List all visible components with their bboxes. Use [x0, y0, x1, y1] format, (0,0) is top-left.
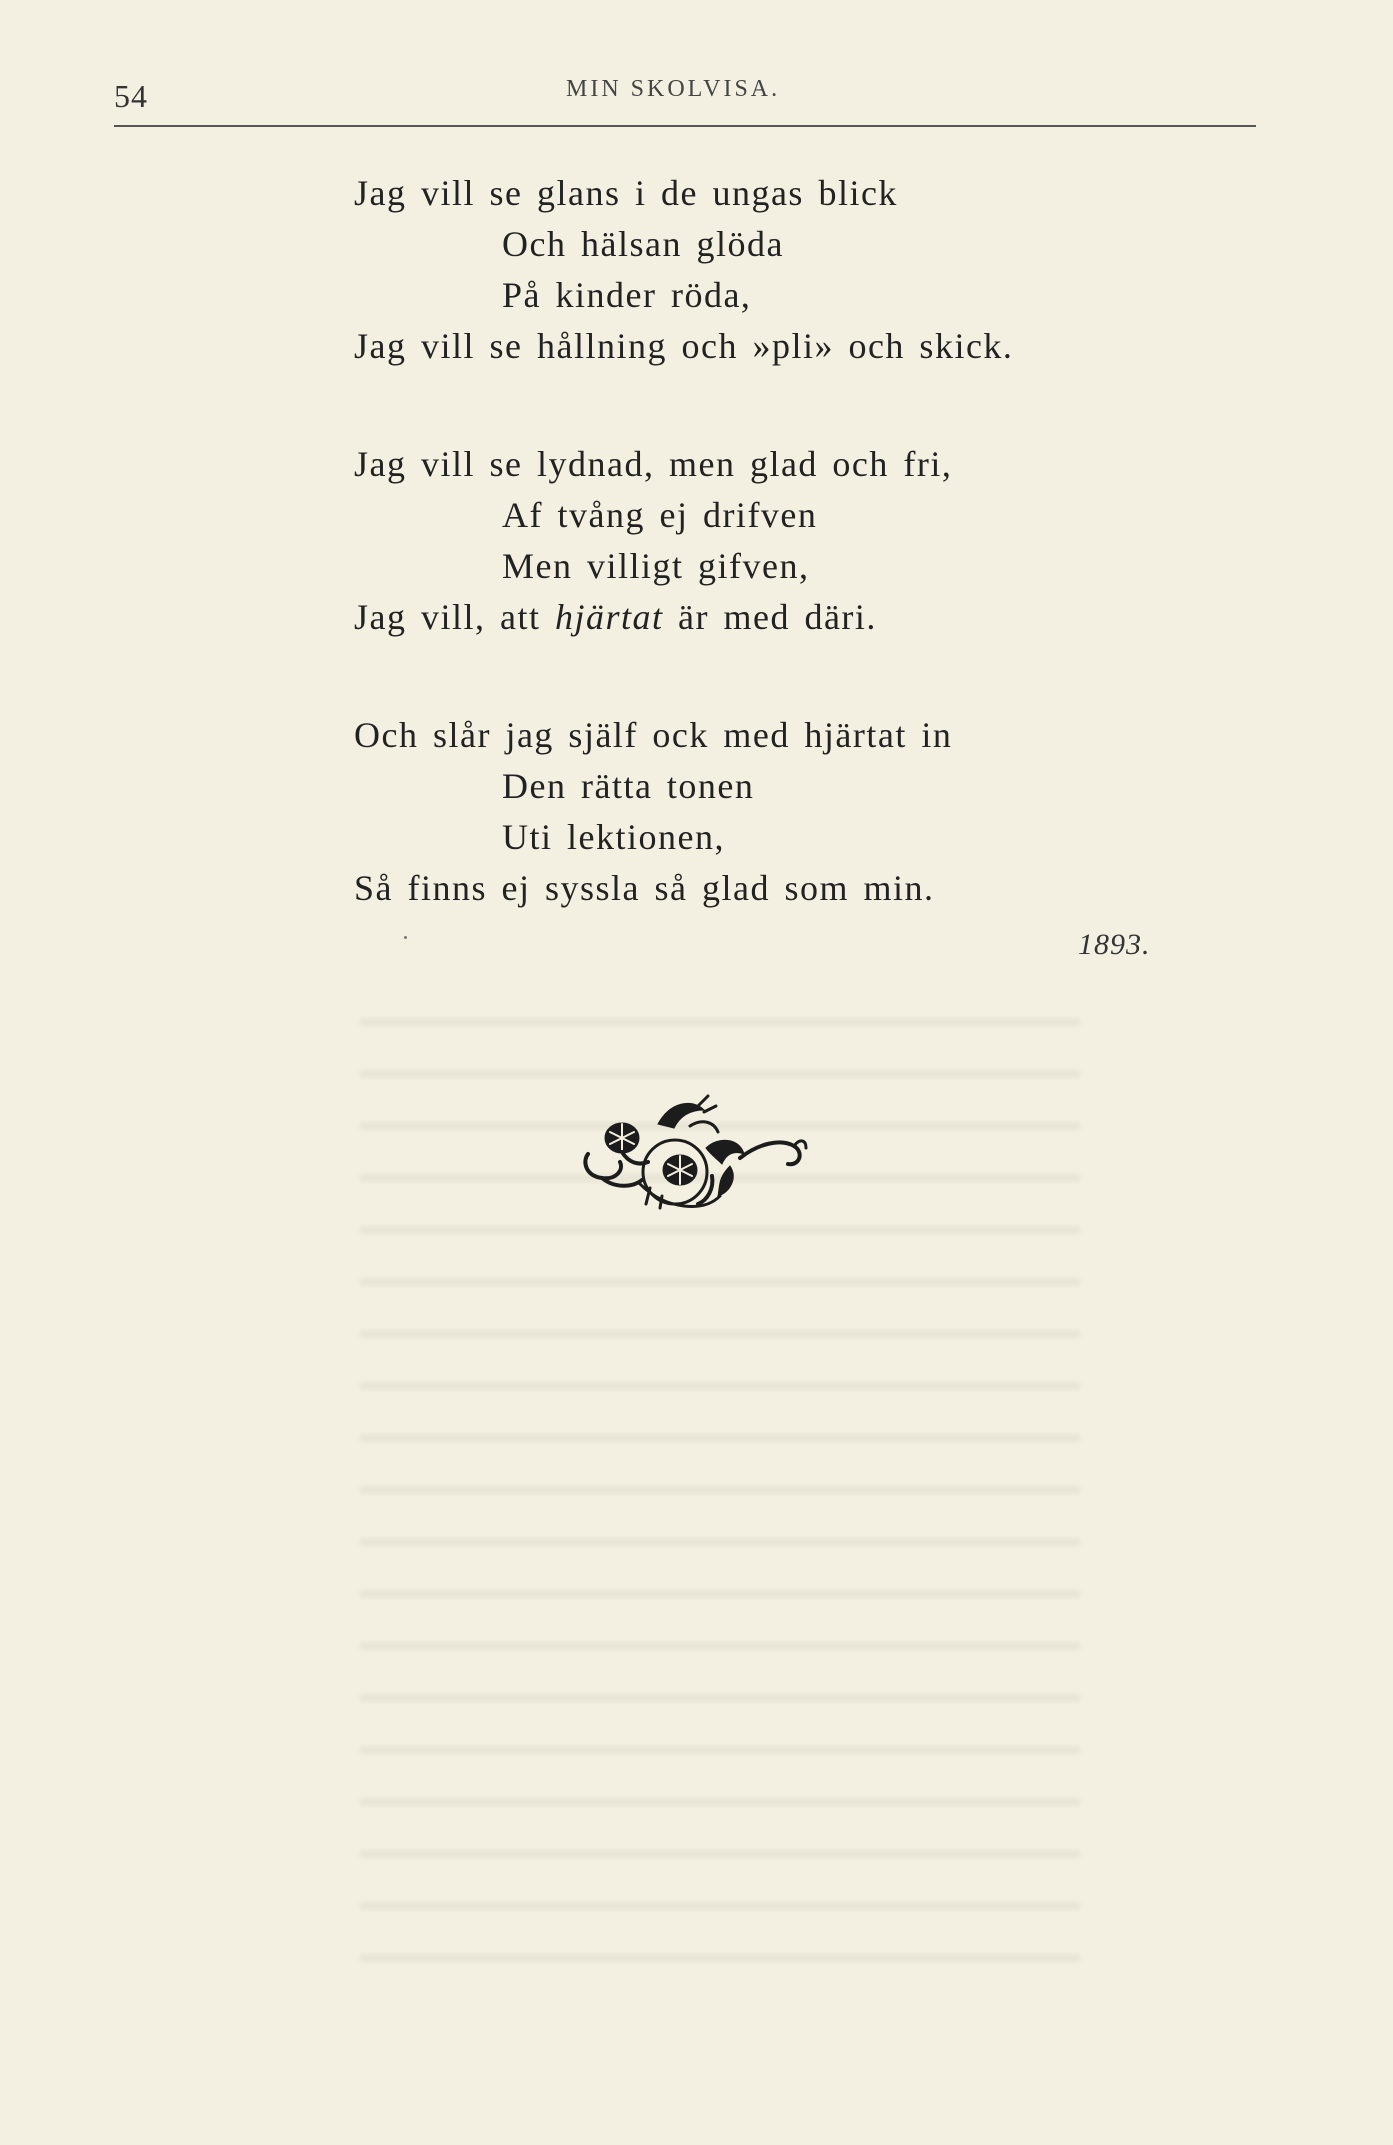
poem-line — [354, 592, 1254, 643]
poem-line: På kinder röda, — [502, 275, 752, 315]
poem-line: Jag vill se lydnad, men glad och fri, — [354, 444, 953, 484]
emphasized-word: hjärtat — [554, 597, 664, 637]
poem-line: Och slår jag själf ock med hjärtat in — [354, 715, 953, 755]
poem-line: Uti lektionen, — [502, 817, 725, 857]
poem — [354, 168, 1254, 981]
poem-line: Jag vill se hållning och »pli» och skick. — [354, 326, 1014, 366]
stanza-2 — [354, 439, 1254, 643]
poem-line: Den rätta tonen — [502, 766, 755, 806]
stanza-1 — [354, 168, 1254, 372]
floral-vignette-icon — [580, 1092, 810, 1212]
poem-line: Men villigt gifven, — [502, 546, 810, 586]
stray-dot — [404, 936, 407, 939]
stanza-3 — [354, 710, 1254, 914]
running-title: MIN SKOLVISA. — [566, 76, 781, 102]
poem-line-start: Jag vill, att — [354, 597, 541, 637]
poem-line: Så finns ej syssla så glad som min. — [354, 868, 935, 908]
header-rule — [114, 125, 1256, 127]
poem-line: Af tvång ej drifven — [502, 495, 818, 535]
poem-line: Jag vill se glans i de ungas blick — [354, 173, 898, 213]
poem-line-end: är med däri. — [678, 597, 877, 637]
poem-date: 1893. — [1078, 928, 1151, 961]
page-number: 54 — [114, 78, 148, 114]
poem-line: Och hälsan glöda — [502, 224, 784, 264]
